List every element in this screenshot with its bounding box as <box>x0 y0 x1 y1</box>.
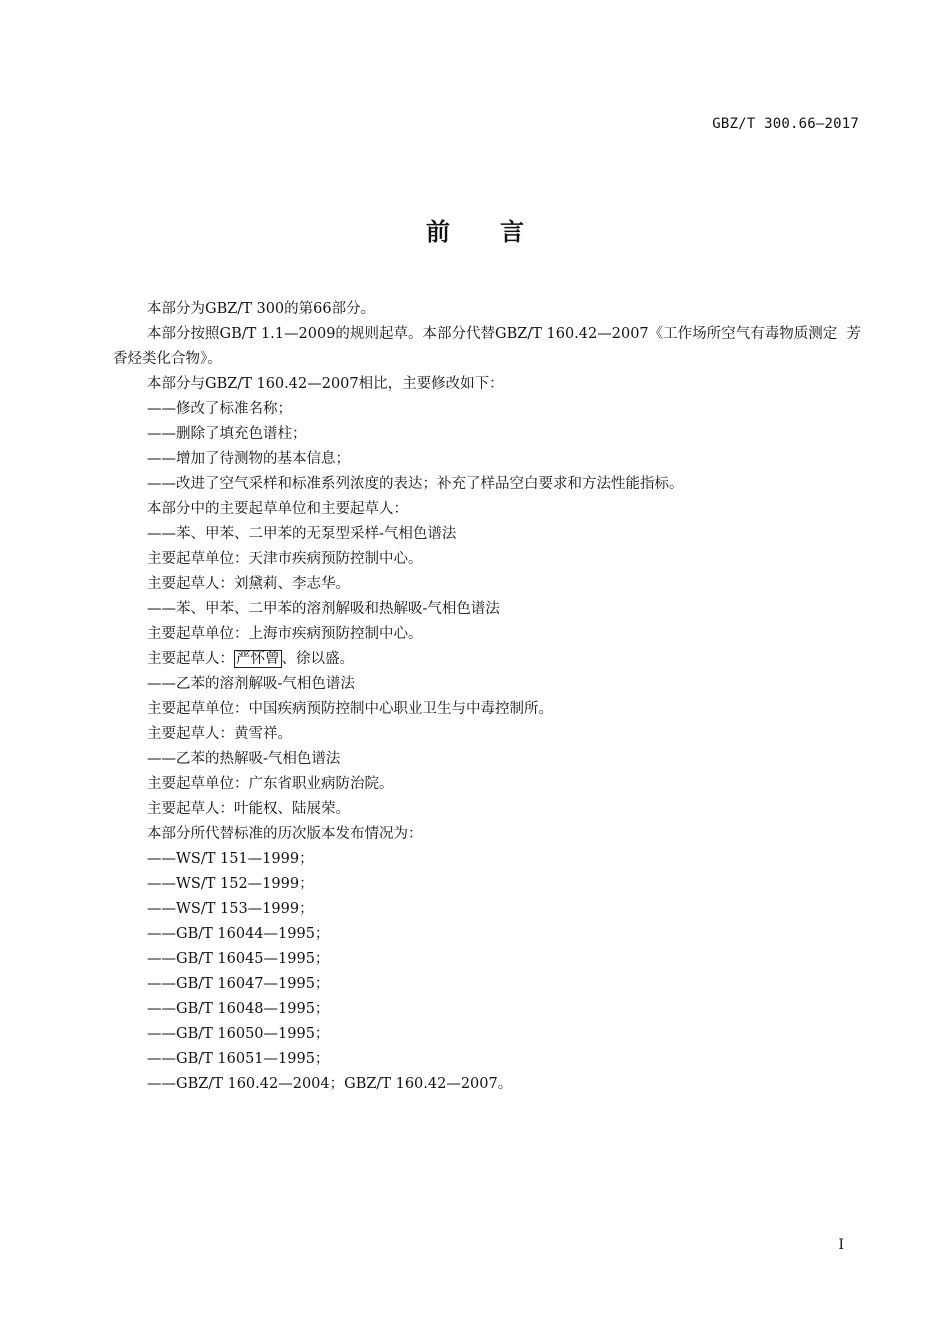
paragraph: 本部分为GBZ/T 300的第66部分。 <box>147 301 376 317</box>
paragraph: 主要起草单位：天津市疾病预防控制中心。 <box>147 551 423 567</box>
paragraph: 主要起草人：黄雪祥。 <box>147 726 292 742</box>
list-item: ——WS/T 151—1999； <box>147 851 314 867</box>
paragraph: 主要起草单位：中国疾病预防控制中心职业卫生与中毒控制所。 <box>147 701 553 717</box>
list-item: ——WS/T 153—1999； <box>147 901 314 917</box>
list-item: ——GB/T 16044—1995； <box>147 926 330 942</box>
foreword-body <box>113 297 861 1097</box>
paragraph: 主要起草单位：广东省职业病防治院。 <box>147 776 394 792</box>
paragraph: 主要起草人：刘黛莉、李志华。 <box>147 576 350 592</box>
boxed-drafter-name: 严怀曾 <box>236 651 280 667</box>
list-item: ——苯、甲苯、二甲苯的溶剂解吸和热解吸-气相色谱法 <box>147 601 500 617</box>
standard-code: GBZ/T 300.66—2017 <box>712 116 859 132</box>
paragraph: 主要起草单位：上海市疾病预防控制中心。 <box>147 626 423 642</box>
drafter-line <box>113 647 861 672</box>
list-item: ——苯、甲苯、二甲苯的无泵型采样-气相色谱法 <box>147 526 457 542</box>
list-item: ——WS/T 152—1999； <box>147 876 314 892</box>
list-item: ——GBZ/T 160.42—2004；GBZ/T 160.42—2007。 <box>147 1076 513 1092</box>
paragraph: 本部分按照GB/T 1.1—2009的规则起草。本部分代替GBZ/T 160.42—2007《工作场所空气有毒物质测定 芳香烃类化合物》。 <box>113 326 861 367</box>
drafter-prefix: 主要起草人： <box>147 651 234 667</box>
list-item: ——乙苯的溶剂解吸-气相色谱法 <box>147 676 355 692</box>
list-item: ——GB/T 16045—1995； <box>147 951 330 967</box>
list-item: ——修改了标准名称； <box>147 401 292 417</box>
paragraph: 本部分中的主要起草单位和主要起草人： <box>147 501 408 517</box>
page-number: I <box>838 1237 844 1253</box>
list-item: ——GB/T 16047—1995； <box>147 976 330 992</box>
list-item: ——GB/T 16051—1995； <box>147 1051 330 1067</box>
list-item: ——GB/T 16048—1995； <box>147 1001 330 1017</box>
paragraph: 本部分与GBZ/T 160.42—2007相比，主要修改如下： <box>147 376 504 392</box>
list-item: ——乙苯的热解吸-气相色谱法 <box>147 751 341 767</box>
drafter-suffix: 、徐以盛。 <box>281 651 354 667</box>
list-item: ——删除了填充色谱柱； <box>147 426 307 442</box>
page-title: 前言 <box>426 218 574 246</box>
paragraph: 主要起草人：叶能权、陆展荣。 <box>147 801 350 817</box>
paragraph: 本部分所代替标准的历次版本发布情况为： <box>147 826 423 842</box>
list-item: ——增加了待测物的基本信息； <box>147 451 350 467</box>
list-item: ——改进了空气采样和标准系列浓度的表达；补充了样品空白要求和方法性能指标。 <box>147 476 684 492</box>
list-item: ——GB/T 16050—1995； <box>147 1026 330 1042</box>
